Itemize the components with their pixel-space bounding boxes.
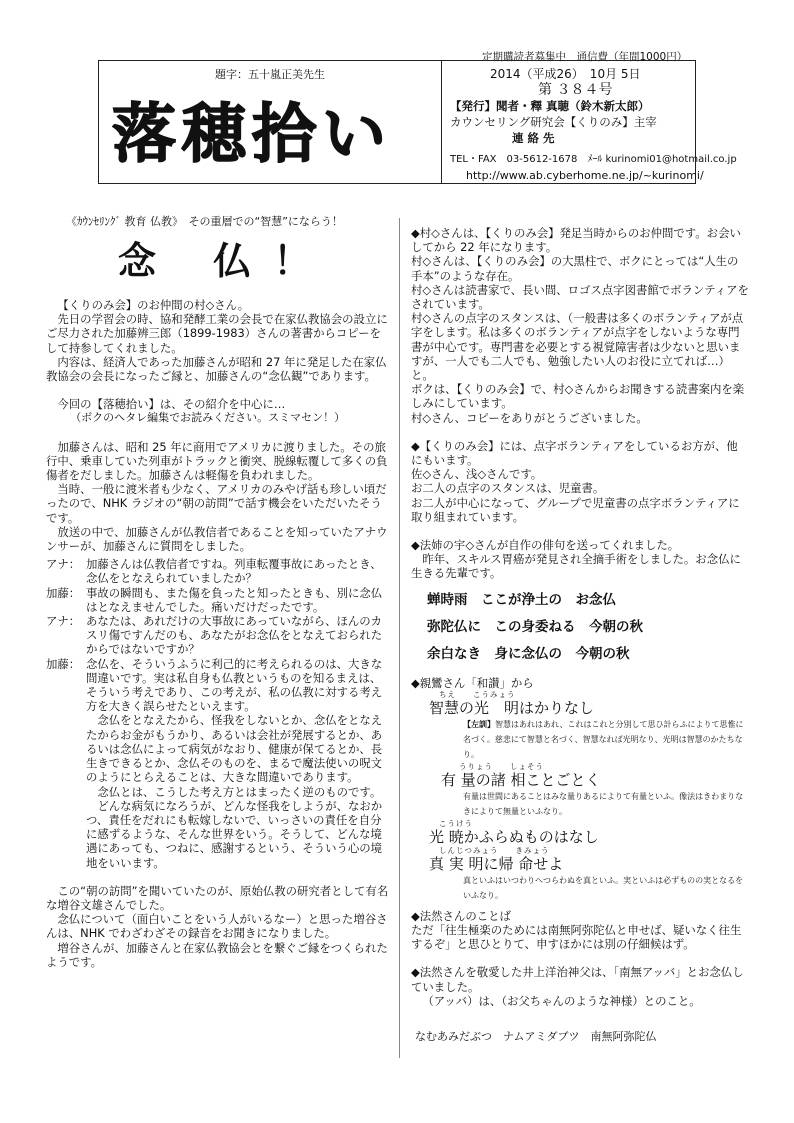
dialog-line: 念仏とは、こうした考え方とはまったく逆のものです。 [97,784,382,799]
member-item-text: ボクは、【くりのみ会】で、村◇さんからお聞きする読書案内を楽しみにしています。 [411,382,745,411]
story-paragraph: 放送の中で、加藤さんが仏教信者であることを知っていたアナウンサーが、加藤さんに質問をしました。 [46,524,388,554]
dialog-line: 事故の瞬間も、また傷を負ったと知ったときも、別に念仏はとなえませんでした。痛いだけだったです。 [86,585,383,614]
braille-item-heading: ◆【くりのみ会】には、点字ボランティアをしているお方が、他にもいます。 [411,438,738,468]
inoue-text: （アッバ）は、（お父ちゃんのような神様）とのこと。 [422,993,701,1008]
dialog-line: あなたは、あれだけの大事故にあっていながら、ほんのカスリ傷ですんだのも、あなたがお念仏をとなえておられたからではないですか？ [86,614,383,657]
left-column [46,298,392,969]
member-item-text: 村◇さん、コピーをありがとうございました。 [411,410,648,425]
intro-paragraph: 【くりのみ会】のお仲間の村◇さん。 [57,298,250,312]
calligraphy-credit: 題字：五十嵐正美先生 [215,68,325,81]
ruby-reading: しんじつみょう きみょう [439,845,550,855]
article-kicker: 《ｶｳﾝｾﾘﾝｸﾞ 教育 仏教》 その重層での“智慧”にならう！ [66,215,343,228]
speaker-label: 加藤： [46,585,81,600]
logo-text: 落穂拾い [112,97,392,168]
haiku-line: 蝉時雨 ここが浄土の お念仏 [427,591,616,608]
publisher: 【発行】聞者・釋 真聴（鈴木新太郎） [450,99,650,113]
contact-label: 連 絡 先 [512,131,555,145]
haiku-line: 弥陀仏に この身委ねる 今朝の秋 [427,618,643,635]
gloss-text: 智慧はあれはあれ、これはこれと分別して思ひ計らふによりて思惟に名づく。慈悲にて智慧と名づく、智慧なれば光明なり、光明は智慧のかたちなり。 [463,719,744,759]
outro-paragraph: この“朝の訪問”を聞いていたのが、原始仏教の研究者として有名な増谷文雄さんでした。 [46,883,389,912]
dialog-line: どんな病気になろうが、どんな怪我をしようが、なおかつ、責任をだれにも転嫁しないで、いっさいの責任を自分に感ずるような、そんな世界をいう。そうして、どんな境遇にあっても、つねに、感謝するという、そういう心の境地をいいます。 [86,798,383,870]
dialog-line: 加藤さんは仏教信者ですね。列車転覆事故にあったとき、念仏をとなえられていましたか？ [86,557,382,586]
honen-quote: ただ「往生極楽のためには南無阿弥陀仏と申せば、疑いなく往生するぞ」と思ひとりて、申すほかには別の仔細候はず。 [411,923,742,952]
editor-apology: （ボクのヘタレ編集でお読みください。スミマセン！） [70,411,346,425]
masthead-divider [441,60,442,184]
story-paragraph: 加藤さんは、昭和 25 年に商用でアメリカに渡りました。その旅行中、乗車していた列車がトラックと衝突、脱線転覆して多くの負傷者をだしました。加藤さんは軽傷を負われました。 [46,439,388,483]
intro-paragraph: 先日の学習会の時、協和発酵工業の会長で在家仏教協会の設立にご尽力された加藤辨三郎（1899-1983）さんの著書からコピーをして持参してくれました。 [46,312,388,355]
dialog-line: 念仏を、そういうふうに利己的に考えられるのは、大きな間違いです。実は私自身も仏教というものを知るまえは、そういう考えであり、この考えが、私の仏教に対する考え方を大きく誤らせたといえます。 [86,656,383,714]
outro-paragraph: 増谷さんが、加藤さんと在家仏教協会とを繋ぐご縁をつくられたようです。 [46,940,388,969]
wasan-gloss: 真といふはいつわりへつらわぬを真といふ。実といふは必ずものの実となるをいふなり。 [463,875,744,900]
issue-date: 2014（平成26） 10月 5日 [490,67,641,81]
wasan-verse: 智慧の光 明はかりなし [429,698,595,717]
outro-paragraph: 念仏について（面白いことをいう人がいるなー）と思った増谷さんは、NHK でわざわざその録音をお聞きになりました。 [46,912,388,941]
nembutsu-closing: なむあみだぶつ ナムアミダブツ 南無阿弥陀仏 [415,1030,657,1044]
member-item-heading: ◆村◇さんは、【くりのみ会】発足当時からのお仲間です。お会いしてから 22 年になります。 [411,226,741,255]
issue-number: 第 ３８４号 [538,82,613,98]
editor-note: 今回の【落穂拾い】は、その紹介を中心に… [57,397,286,412]
honen-heading: ◆法然さんのことば [411,908,511,923]
speaker-label: アナ： [46,557,81,572]
braille-item-text: お二人が中心になって、グループで児童書の点字ボランティアに取り組まれています。 [411,495,740,524]
wasan-gloss: 有量は世間にあることはみな量りあるによりて有量といふ。像法はきわまりなきによりて無量といふなり。 [463,791,744,816]
inoue-heading: ◆法然さんを敬愛した井上洋治神父は、「南無アッバ」とお念仏していました。 [411,965,744,994]
wasan-verse: 光 暁かふらぬものはなし [429,827,599,846]
tel-fax-email: TEL・FAX 03-5612-1678 ﾒｰﾙ kurinomi01@hotmail.co.jp [450,154,737,165]
member-item-text: 村◇さんは、【くりのみ会】の大黒柱で、ボクにとっては“人生の 手本”のような存在。 [411,254,750,283]
member-item-text: 村◇さんは読書家で、長い間、ロゴス点字図書館でボランティアをされています。 [411,282,749,312]
website-url: http://www.ab.cyberhome.ne.jp/~kurinomi/ [466,169,704,182]
newsletter-logo [112,92,412,168]
wasan-verse: 真 実 明に帰 命せよ [429,854,564,873]
haiku-item-heading: ◆法姉の宇◇さんが自作の俳句を送ってくれました。 [411,538,680,553]
radio-dialog [46,557,392,869]
braille-item-text: お二人の点字のスタンスは、児童書。 [411,481,605,496]
speaker-label: 加藤： [46,656,81,671]
story-paragraph: 当時、一般に渡米者も少なく、アメリカのみやげ話も珍しい頃だったので、NHK ラジオの“朝の訪問”で話す機会をいただいたそうです。 [46,482,387,525]
haiku-line: 余白なき 身に念仏の 今朝の秋 [427,645,630,662]
haiku-item-text: 昨年、スキルス胃癌が発見され全摘手術をしました。お念仏に生きる先輩です。 [411,552,741,581]
speaker-label: アナ： [46,614,81,629]
column-divider [399,218,400,1058]
wasan-gloss [411,717,749,762]
wasan-heading: ◆親鸞さん「和讃」から [411,675,534,690]
subscription-notice: 定期購読者募集中 通信費（年間1000円） [482,51,688,63]
article-title: 念 仏！ [118,238,334,283]
intro-paragraph: 内容は、経済人であった加藤さんが昭和 27 年に発足した在家仏教協会の会長になったご縁と、加藤さんの“念仏観”であります。 [46,354,387,384]
dialog-line: 念仏をとなえたから、怪我をしないとか、念仏をとなえたからお金がもうかり、あるいは会社が発展するとか、あるいは念仏によって病気がなおり、健康が保てるとか、長生きできるとか、念仏そのものを、まるで魔法使いの呪文のようにとらえることは、大きな間違いであります。 [86,713,383,785]
right-column [411,226,749,1044]
ruby-reading: うりょう しょそう [459,761,544,771]
ruby-reading: ちえ こうみょう [439,689,516,699]
masthead-info [450,66,737,184]
ruby-reading: こうけう [439,818,473,828]
wasan-verse: 有 量の諸 相ことごとく [441,770,601,789]
member-item-text: 村◇さんの点字のスタンスは、（一般書は多くのボランティアが点字をします。私は多くのボランティアが点字をしないような専門書が中心です。専門書を必要とする視覚障害者は少ないと思いますが、一人でも二人でも、勉強したい人のお役に立てれば…）と。 [411,311,744,383]
braille-item-text: 佐◇さん、浅◇さんです。 [411,467,543,482]
organization: カウンセリング研究会【くりのみ】主宰 [450,115,657,129]
gloss-tag: 【左訓】 [463,719,495,729]
